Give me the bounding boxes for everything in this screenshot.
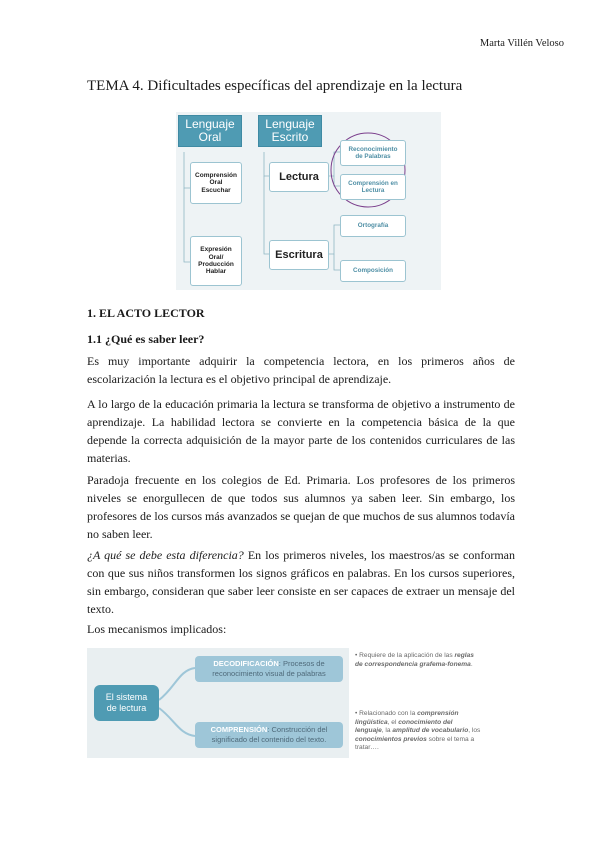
note1-b: reglas de correspondencia (355, 652, 474, 668)
note1-c: grafema-fonema (419, 660, 471, 668)
oral-comprension-l3: Escuchar (201, 186, 231, 194)
oral-expresion-l1: Expresión (200, 246, 232, 254)
writing-label: Escritura (275, 248, 323, 261)
comprehension-node (195, 722, 343, 748)
oral-comprension-l1: Comprensión (195, 171, 237, 179)
reading-box (269, 162, 329, 192)
note1-d: . (470, 660, 473, 668)
reading-mechanisms-diagram (87, 648, 483, 758)
note2-i: sobre el (426, 735, 453, 743)
section-heading: 1. EL ACTO LECTOR (87, 306, 205, 320)
note2-a: Relacionado con la (359, 710, 416, 717)
comprehension-note (355, 710, 481, 753)
ortografia-label: Ortografía (357, 222, 389, 230)
oral-expresion-l4: Hablar (205, 268, 227, 276)
oral-expresion-l2: Oral/ (208, 253, 224, 261)
reading-label: Lectura (279, 170, 319, 183)
paragraph-5: Los mecanismos implicados: (87, 622, 227, 636)
paragraph-1: Es muy importante adquirir la competencia lectora, en los primeros años de escolarización la lectura es el objetivo principal de aprendizaje. (87, 354, 515, 386)
word-recognition-box (340, 140, 406, 166)
bullet-icon: • (355, 652, 358, 659)
writing-box (269, 240, 329, 270)
note2-e: , la (381, 727, 391, 735)
composicion-label: Composición (353, 267, 393, 275)
note2-h: conocimientos previos (355, 735, 427, 743)
comprehension-label: COMPRENSIÓN (210, 725, 268, 735)
oral-header-line1: Lenguaje (185, 116, 235, 131)
note1-a: Requiere de la aplicación de las (359, 652, 453, 659)
spelling-box (340, 215, 406, 237)
oral-expression-box (190, 236, 242, 286)
written-language-header (258, 115, 322, 147)
escrito-header-line2: Escrito (271, 130, 309, 144)
language-diagram (176, 112, 441, 290)
comprehension-text: : Construcción del (267, 725, 328, 735)
comprension-lectura-l1: Comprensión en (348, 179, 398, 187)
reconocimiento-l1: Reconocimiento (348, 145, 398, 153)
paragraph-3: Paradoja frecuente en los colegios de Ed. Primaria. Los profesores de los primeros niveles se enorgullecen de que todos sus alumnos ya saben leer. Sin embargo, los profesores de los cursos más avanzados se quejan de que muchos de sus alumnos todavía no saben leer. (87, 473, 515, 541)
note2-j: tema a tratar…. (355, 735, 475, 752)
decoding-text: : Procesos de (278, 659, 325, 669)
decoding-line2: reconocimiento visual de palabras (212, 669, 326, 678)
composition-box (340, 260, 406, 282)
oral-language-header (178, 115, 242, 147)
note2-b: comprensión lingüística (355, 710, 459, 726)
bullet-icon: • (355, 710, 358, 717)
paragraph-2: A lo largo de la educación primaria la lectura se transforma de objetivo a instrumento de aprendizaje. La habilidad lectora se convierte en la competencia básica de la que depende la correcta adquisición de la mayor parte de los contenidos curriculares de las materias. (87, 397, 515, 465)
paragraph-4-text: En los primeros niveles, los maestros/as se conforman con que sus niños transformen los signos gráficos en palabras. En los cursos superiores, sin embargo, consideran que saber leer consiste en ser capaces de extraer un mensaje del texto. (87, 548, 516, 616)
oral-expresion-l3: Producción (198, 261, 234, 268)
reconocimiento-l2: de Palabras (355, 153, 391, 160)
note2-g: , los (468, 727, 481, 735)
note2-d: conocimiento del lenguaje (355, 718, 453, 735)
note2-c: , el (387, 718, 397, 726)
comprehension-line2: significado del contenido del texto. (211, 735, 327, 744)
author-name: Marta Villén Veloso (479, 38, 564, 49)
comprension-lectura-l2: Lectura (361, 187, 385, 194)
decoding-node (195, 656, 343, 682)
paragraph-4 (87, 546, 515, 618)
decoding-label: DECODIFICACIÓN (213, 659, 279, 669)
oral-header-line2: Oral (198, 130, 222, 144)
paragraph-4-question: ¿A qué se debe esta diferencia? (87, 548, 244, 562)
note2-f: amplitud de vocabulario (392, 727, 469, 735)
page-title: TEMA 4. Dificultades específicas del aprendizaje en la lectura (87, 78, 463, 94)
oral-comprension-l2: Oral (209, 179, 223, 187)
reading-system-node (94, 685, 159, 721)
oral-comprehension-box (190, 162, 242, 204)
decoding-note (355, 652, 481, 669)
system-line2: de lectura (106, 703, 147, 713)
reading-comprehension-box (340, 174, 406, 200)
subsection-heading: 1.1 ¿Qué es saber leer? (87, 332, 205, 346)
system-line1: El sistema (105, 691, 148, 702)
escrito-header-line1: Lenguaje (265, 116, 315, 131)
